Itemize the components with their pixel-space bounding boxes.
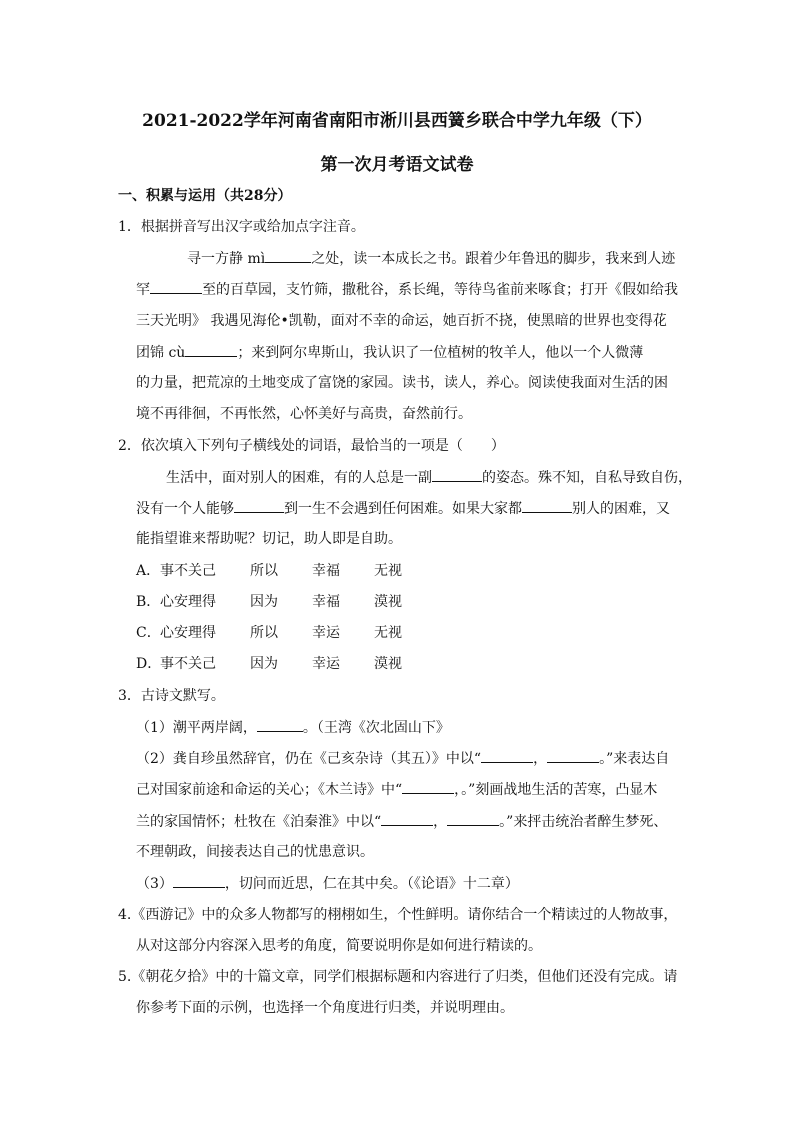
answer-blank[interactable] <box>257 717 303 732</box>
page-title-line1: 2021-2022学年河南省南阳市淅川县西簧乡联合中学九年级（下） <box>142 111 652 131</box>
answer-blank[interactable] <box>173 873 225 888</box>
answer-blank[interactable] <box>402 779 454 794</box>
q5-line2: 你参考下面的示例，也选择一个角度进行归类，并说明理由。 <box>136 1000 514 1016</box>
option-a[interactable]: A．事不关己 所以 幸福 无视 <box>136 563 402 579</box>
answer-blank[interactable] <box>481 748 533 763</box>
answer-blank[interactable] <box>150 279 202 294</box>
answer-blank[interactable] <box>381 811 433 826</box>
section-heading: 一、积累与运用（共28分） <box>118 188 292 204</box>
q4-line2: 从对这部分内容深入思考的角度，简要说明你是如何进行精读的。 <box>136 938 542 954</box>
option-b[interactable]: B．心安理得 因为 幸福 漠视 <box>136 594 402 610</box>
q2-stem: 2．依次填入下列句子横线处的词语，最恰当的一项是（ ） <box>118 438 505 454</box>
q1-line3: 三天光明》 我遇见海伦•凯勒，面对不幸的命运，她百折不挠，使黑暗的世界也变得花 <box>136 313 667 329</box>
q2-line3: 能指望谁来帮助呢？切记，助人即是自助。 <box>136 531 402 547</box>
q2-line1: 生活中，面对别人的困难，有的人总是一副 的姿态。殊不知，自私导致自伤， <box>166 467 692 488</box>
answer-blank[interactable] <box>547 748 599 763</box>
q3-line3: 己对国家前途和命运的关心；《木兰诗》中“ ，。”刻画战地生活的苦寒，凸显木 <box>136 779 657 800</box>
q3-line5: 不理朝政，间接表达自己的忧患意识。 <box>136 844 374 860</box>
q3-stem: 3．古诗文默写。 <box>118 688 225 704</box>
q1-stem: 1．根据拼音写出汉字或给加点字注音。 <box>118 219 365 235</box>
answer-blank[interactable] <box>185 342 237 357</box>
answer-blank[interactable] <box>447 811 499 826</box>
q3-line4: 兰的家国情怀；杜牧在《泊秦淮》中以“ ， 。”来抨击统治者醉生梦死、 <box>136 811 667 832</box>
q1-line6: 境不再徘徊，不再怅然，心怀美好与高贵，奋然前行。 <box>136 406 472 422</box>
q5-line1: 5.《朝花夕拾》中的十篇文章，同学们根据标题和内容进行了归类，但他们还没有完成。请 <box>118 969 678 985</box>
q2-line2: 没有一个人能够 到一生不会遇到任何困难。如果大家都 别人的困难，又 <box>136 498 670 519</box>
q3-item2: （2）龚自珍虽然辞官，仍在《己亥杂诗（其五）》中以“ ， 。”来表达自 <box>136 748 669 769</box>
page-title-line2: 第一次月考语文试卷 <box>320 155 474 175</box>
q3-item1: （1）潮平两岸阔， 。（王湾《次北固山下》 <box>136 717 450 738</box>
answer-blank[interactable] <box>432 467 482 482</box>
q3-item3: （3） ，切问而近思，仁在其中矣。（《论语》十二章） <box>136 873 519 894</box>
q1-line2: 罕 至的百草园，支竹筛，撒秕谷，系长绳，等待鸟雀前来啄食；打开《假如给我 <box>136 279 678 300</box>
answer-blank[interactable] <box>522 498 572 513</box>
option-d[interactable]: D．事不关己 因为 幸运 漠视 <box>136 656 402 672</box>
q1-line1: 寻一方静 mì 之处，读一本成长之书。跟着少年鲁迅的脚步，我来到人迹 <box>187 248 675 269</box>
option-c[interactable]: C．心安理得 所以 幸运 无视 <box>136 625 402 641</box>
q1-line4: 团锦 cù ；来到阿尔卑斯山，我认识了一位植树的牧羊人，他以一个人微薄 <box>136 342 643 363</box>
q4-line1: 4.《西游记》中的众多人物都写的栩栩如生，个性鲜明。请你结合一个精读过的人物故事， <box>118 907 678 923</box>
q1-line5: 的力量，把荒凉的土地变成了富饶的家园。读书，读人，养心。阅读使我面对生活的困 <box>136 375 668 391</box>
answer-blank[interactable] <box>265 248 311 263</box>
answer-blank[interactable] <box>234 498 284 513</box>
